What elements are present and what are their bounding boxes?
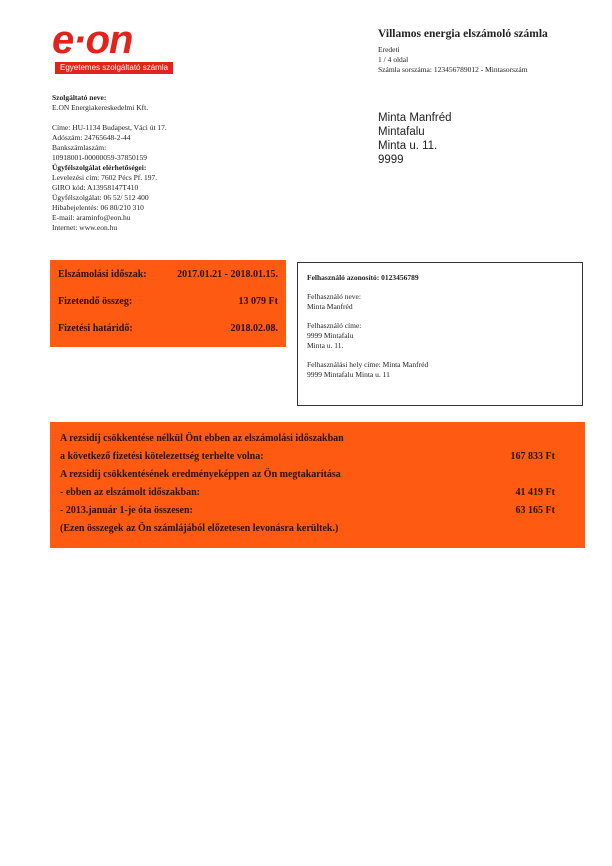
notice-text-6: (Ezen összegek az Ön számlájából előzetesen levonásra kerültek.): [60, 523, 339, 534]
consumption-site-address: 9999 Mintafalu Minta u. 11: [307, 370, 390, 379]
provider-info: [52, 93, 292, 233]
provider-fault-phone: Hibabejelentés: 06 80/210 310: [52, 203, 144, 212]
provider-internet: Internet: www.eon.hu: [52, 223, 118, 232]
provider-address: Címe: HU-1134 Budapest, Váci út 17.: [52, 123, 167, 132]
notice-value-without-reduction: 167 833 Ft: [510, 451, 555, 462]
payment-deadline-label: Fizetési határidő:: [58, 323, 133, 334]
user-address-city: 9999 Mintafalu: [307, 331, 354, 340]
notice-value-period-savings: 41 419 Ft: [515, 487, 555, 498]
amount-due-row: [58, 296, 278, 307]
invoice-number: Számla sorszáma: 123456789012 - Mintasorszám: [378, 65, 528, 74]
billing-summary-box: [50, 260, 286, 347]
user-name: Minta Manfréd: [307, 302, 353, 311]
billing-period-row: [58, 269, 278, 280]
eon-logo: [52, 18, 172, 74]
payment-deadline-value: 2018.02.08.: [230, 323, 278, 334]
recipient-city: Mintafalu: [378, 126, 425, 138]
notice-line-4: [60, 487, 555, 498]
recipient-address: [378, 111, 452, 167]
logo-tagline: Egyetemes szolgáltató számla: [55, 62, 173, 74]
notice-text-5: - 2013.január 1-je óta összesen:: [60, 505, 193, 516]
user-address-label: Felhasználó címe:: [307, 321, 362, 330]
notice-line-6: [60, 523, 555, 534]
notice-text-1: A rezsidíj csökkentése nélkül Önt ebben az elszámolási időszakban: [60, 433, 344, 444]
rate-reduction-notice: [50, 422, 585, 548]
page-indicator: 1 / 4 oldal: [378, 55, 409, 64]
provider-bank-label: Bankszámlaszám:: [52, 143, 107, 152]
service-contacts-label: Ügyfélszolgálat elérhetőségei:: [52, 163, 147, 172]
notice-text-4: - ebben az elszámolt időszakban:: [60, 487, 200, 498]
notice-text-3: A rezsidíj csökkentésének eredményeképpen az Ön megtakarítása: [60, 469, 341, 480]
user-info-box: [297, 262, 583, 406]
recipient-zip: 9999: [378, 154, 404, 166]
user-id: Felhasználó azonosító: 0123456789: [307, 273, 419, 282]
provider-tax-no: Adószám: 24765648-2-44: [52, 133, 131, 142]
logo-wordmark: e·on: [52, 18, 133, 62]
original-label: Eredeti: [378, 45, 400, 54]
amount-due-value: 13 079 Ft: [238, 296, 278, 307]
payment-deadline-row: [58, 323, 278, 334]
notice-value-total-savings: 63 165 Ft: [515, 505, 555, 516]
provider-bank-no: 10918001-00000059-37850159: [52, 153, 147, 162]
provider-mail-address: Levelezési cím: 7602 Pécs Pf. 197.: [52, 173, 158, 182]
notice-line-3: [60, 469, 555, 480]
amount-due-label: Fizetendő összeg:: [58, 296, 133, 307]
provider-email: E-mail: araminfo@eon.hu: [52, 213, 131, 222]
document-meta: [378, 45, 528, 75]
consumption-site-line: Felhasználási hely címe: Minta Manfréd: [307, 360, 429, 369]
billing-period-value: 2017.01.21 - 2018.01.15.: [177, 269, 278, 280]
user-address-street: Minta u. 11.: [307, 341, 344, 350]
recipient-street: Minta u. 11.: [378, 140, 438, 152]
notice-line-5: [60, 505, 555, 516]
document-title: Villamos energia elszámoló számla: [378, 28, 548, 40]
notice-text-2: a következő fizetési kötelezettség terhelte volna:: [60, 451, 264, 462]
recipient-name: Minta Manfréd: [378, 112, 452, 124]
notice-line-1: [60, 433, 555, 444]
provider-name-label: Szolgáltató neve:: [52, 93, 107, 102]
provider-name: E.ON Energiakereskedelmi Kft.: [52, 103, 149, 112]
user-name-label: Felhasználó neve:: [307, 292, 361, 301]
billing-period-label: Elszámolási időszak:: [58, 269, 147, 280]
provider-phone: Ügyfélszolgálat: 06 52/ 512 400: [52, 193, 149, 202]
notice-line-2: [60, 451, 555, 462]
provider-giro: GIRO kód: A13958147T410: [52, 183, 139, 192]
